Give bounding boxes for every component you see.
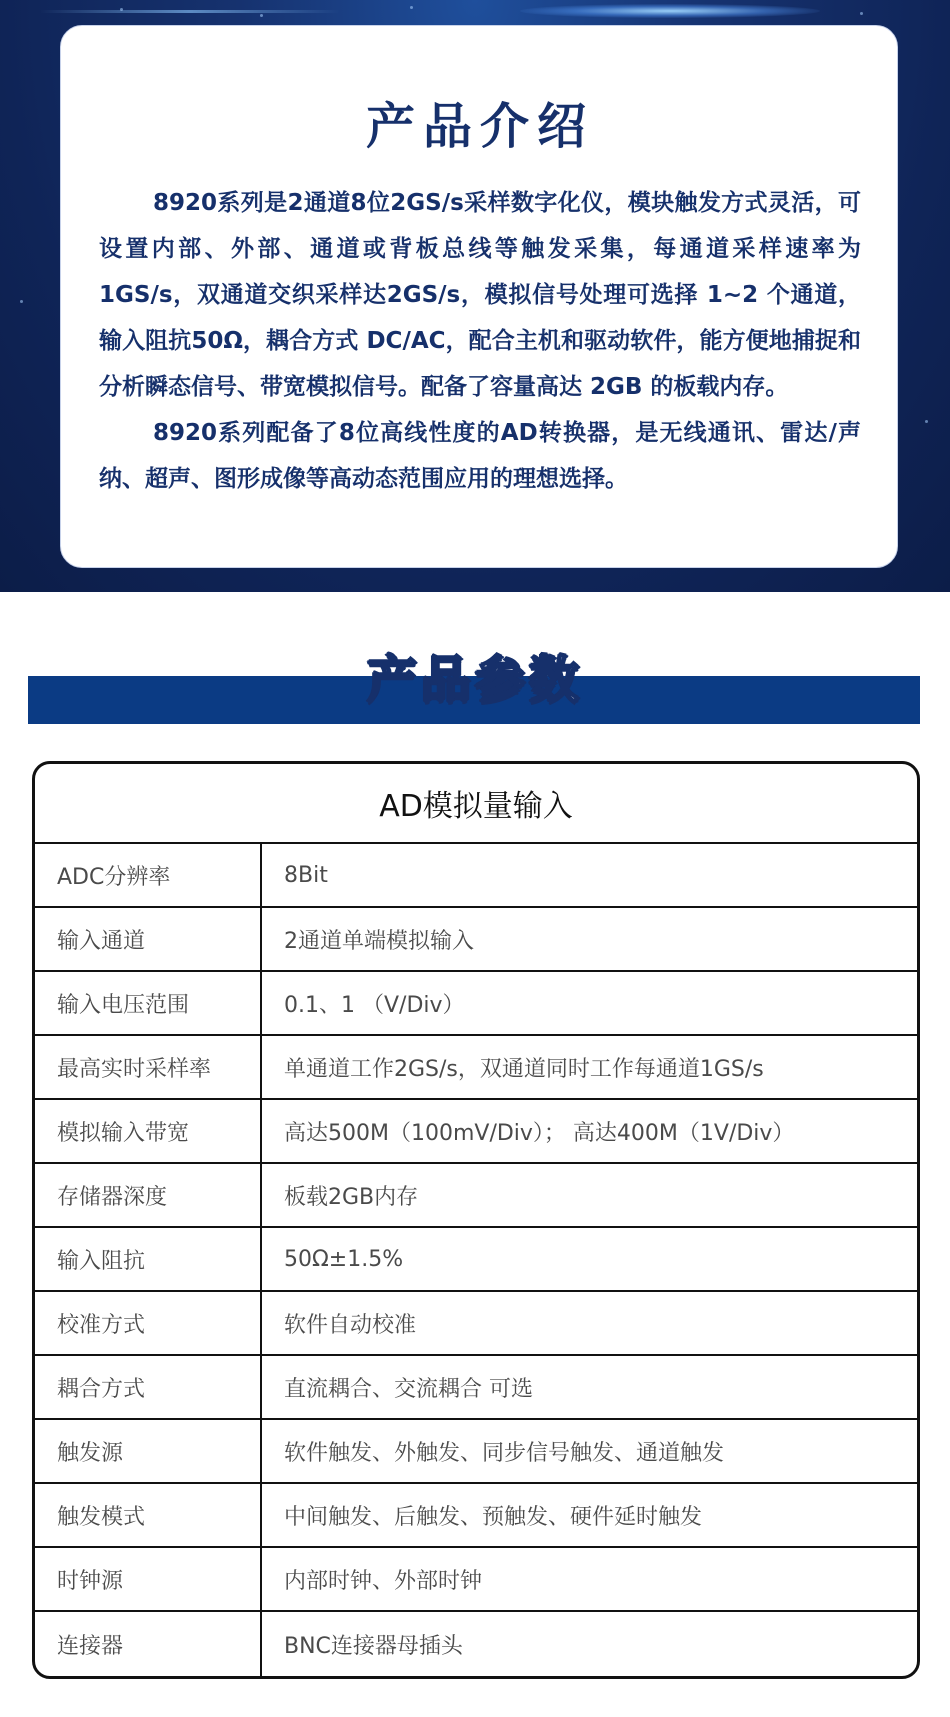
table-row: [35, 1100, 917, 1164]
light-streak: [40, 10, 340, 13]
param-label: 连接器: [35, 1612, 262, 1676]
param-value: 50Ω±1.5%: [284, 1246, 404, 1272]
param-label: 最高实时采样率: [35, 1036, 262, 1098]
table-row: [35, 1036, 917, 1100]
param-label: 存储器深度: [35, 1164, 262, 1226]
table-row: [35, 972, 917, 1036]
param-label: 触发源: [35, 1420, 262, 1482]
intro-background: [0, 0, 950, 592]
param-label: 输入通道: [35, 908, 262, 970]
params-table: [32, 761, 920, 1679]
table-row: [35, 1548, 917, 1612]
param-value: 0.1、1 （V/Div）: [284, 992, 465, 1018]
table-row: [35, 908, 917, 972]
intro-text: [99, 180, 861, 502]
table-row: [35, 1612, 917, 1676]
params-table-body: [35, 844, 917, 1676]
table-row: [35, 844, 917, 908]
param-label: 模拟输入带宽: [35, 1100, 262, 1162]
table-row: [35, 1484, 917, 1548]
star-dot: [410, 6, 413, 9]
intro-paragraph: 8920系列是2通道8位2GS/s采样数字化仪，模块触发方式灵活，可设置内部、外部、通道或背板总线等触发采集，每通道采样速率为1GS/s，双通道交织采样达2GS/s，模拟信号处理可选择 1~2 个通道，输入阻抗50Ω，耦合方式 DC/AC，配合主机和驱动软件，能方便地捕捉和分析瞬态信号、带宽模拟信号。配备了容量高达 2GB 的板载内存。: [99, 190, 861, 400]
intro-title: 产品介绍: [365, 98, 594, 155]
star-dot: [20, 300, 23, 303]
table-row: [35, 1292, 917, 1356]
param-value: 中间触发、后触发、预触发、硬件延时触发: [284, 1504, 703, 1530]
param-value: 直流耦合、交流耦合 可选: [284, 1376, 533, 1402]
star-dot: [860, 12, 863, 15]
intro-card: [60, 25, 898, 568]
param-value: 高达500M（100mV/Div）； 高达400M（1V/Div）: [284, 1120, 795, 1146]
param-value: 内部时钟、外部时钟: [284, 1568, 483, 1594]
table-row: [35, 1420, 917, 1484]
table-row: [35, 1228, 917, 1292]
param-label: 触发模式: [35, 1484, 262, 1546]
param-label: 输入阻抗: [35, 1228, 262, 1290]
param-value: 软件自动校准: [284, 1312, 417, 1338]
param-value: 板载2GB内存: [284, 1184, 419, 1210]
param-label: ADC分辨率: [35, 844, 262, 906]
light-glow: [520, 4, 820, 18]
star-dot: [120, 8, 123, 11]
star-dot: [260, 14, 263, 17]
table-row: [35, 1356, 917, 1420]
param-label: 校准方式: [35, 1292, 262, 1354]
param-value: 单通道工作2GS/s，双通道同时工作每通道1GS/s: [284, 1056, 764, 1082]
params-title: 产品参数: [367, 651, 583, 709]
param-value: 软件触发、外触发、同步信号触发、通道触发: [284, 1440, 725, 1466]
table-row: [35, 1164, 917, 1228]
star-dot: [925, 420, 928, 423]
params-table-title: AD模拟量输入: [35, 764, 917, 844]
param-label: 输入电压范围: [35, 972, 262, 1034]
param-value: BNC连接器母插头: [284, 1633, 463, 1659]
param-value: 2通道单端模拟输入: [284, 928, 474, 954]
param-label: 耦合方式: [35, 1356, 262, 1418]
param-label: 时钟源: [35, 1548, 262, 1610]
param-value: 8Bit: [284, 862, 328, 888]
intro-paragraph: 8920系列配备了8位高线性度的AD转换器，是无线通讯、雷达/声纳、超声、图形成像等高动态范围应用的理想选择。: [99, 420, 861, 492]
